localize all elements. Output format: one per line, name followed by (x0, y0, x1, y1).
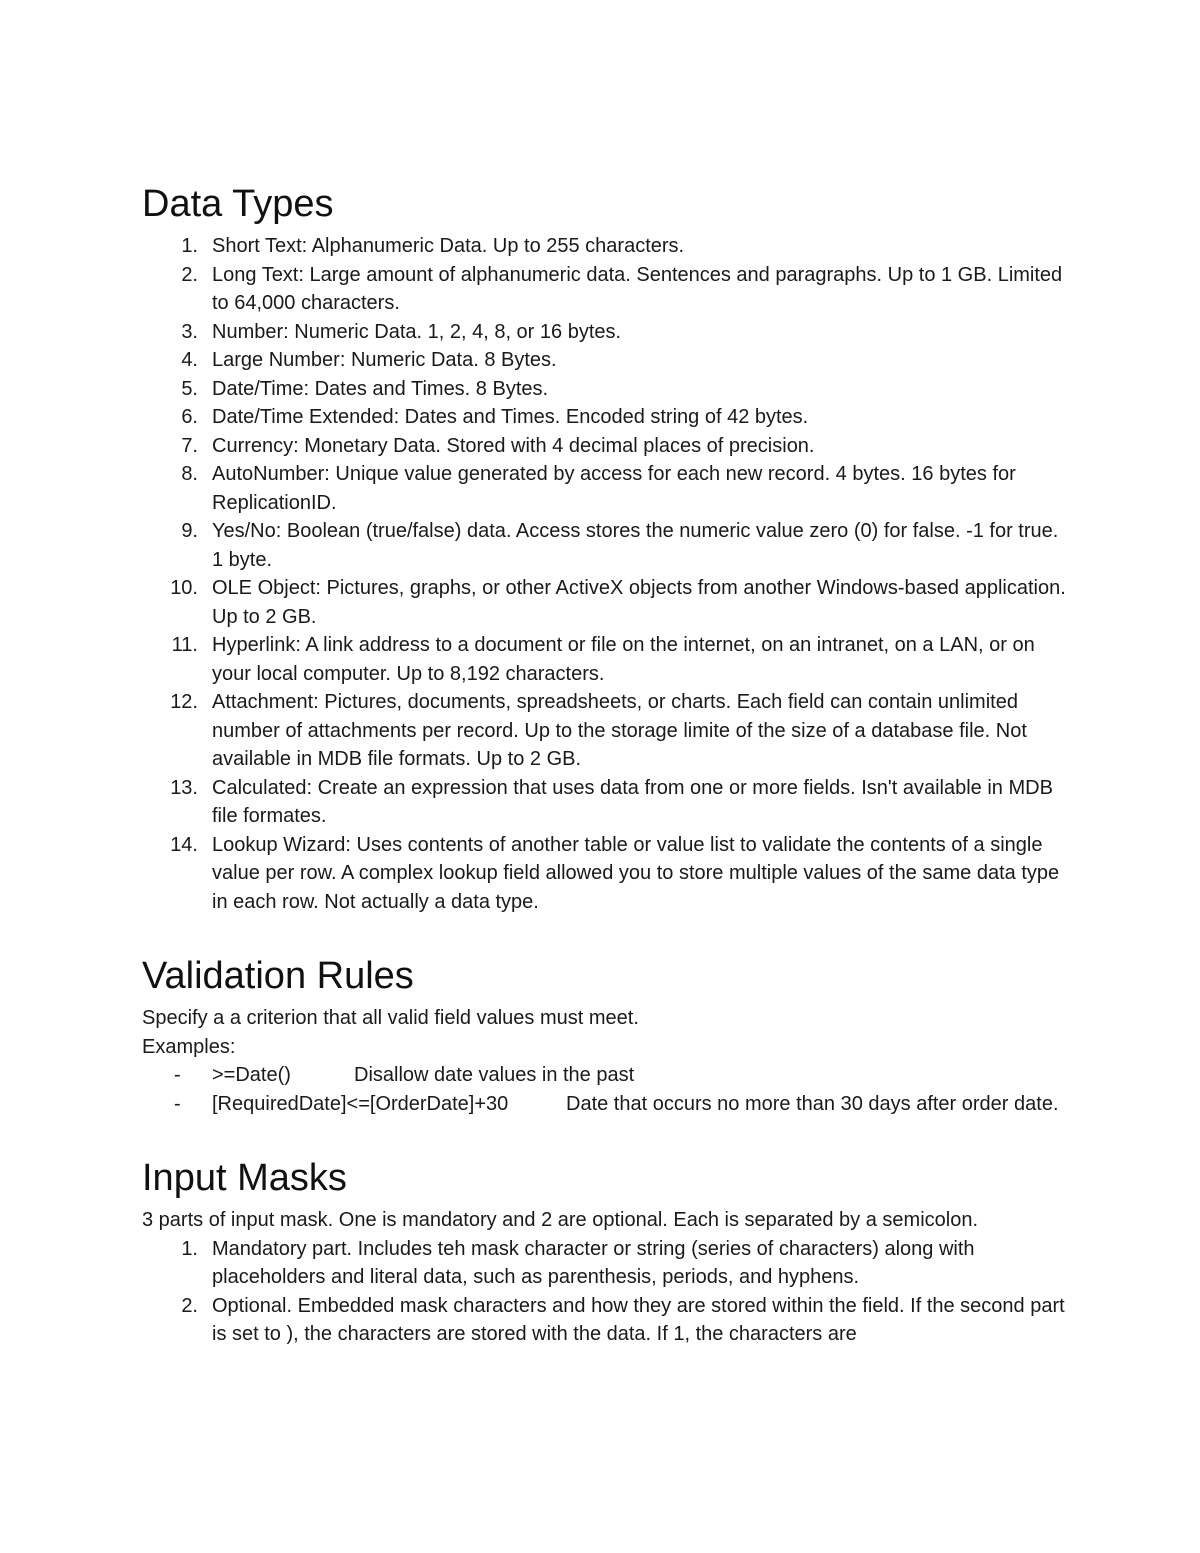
list-number: 4. (181, 349, 198, 371)
list-number: 6. (181, 406, 198, 428)
list-item-text: Mandatory part. Includes teh mask character or string (series of characters) along with placeholders and literal data, such as parenthesis, periods, and hyphens. (212, 1237, 975, 1288)
list-item-text: Date/Time Extended: Dates and Times. Encoded string of 42 bytes. (212, 406, 809, 428)
list-number: 5. (181, 377, 198, 400)
list-item-text: Date/Time: Dates and Times. 8 Bytes. (212, 377, 549, 400)
list-item (142, 1235, 1072, 1292)
examples-label: Examples: (142, 1035, 236, 1058)
list-item-text: Calculated: Create an expression that uses data from one or more fields. Isn't available in MDB file formates. (212, 776, 1053, 827)
data-types-section (142, 180, 1072, 916)
list-number: 1. (181, 1237, 198, 1260)
list-item-text: Optional. Embedded mask characters and how they are stored within the field. If the second part is set to ), the characters are stored with the data. If 1, the characters are (212, 1294, 1065, 1345)
list-item-text: Lookup Wizard: Uses contents of another table or value list to validate the contents of a single value per row. A complex lookup field allowed you to store multiple values of the same data type in each row. Not actually a data type. (212, 833, 1060, 913)
data-types-heading: Data Types (142, 183, 334, 225)
input-masks-heading: Input Masks (142, 1157, 347, 1199)
list-item-text: Long Text: Large amount of alphanumeric data. Sentences and paragraphs. Up to 1 GB. Limited to 64,000 characters. (212, 263, 1063, 314)
list-number: 8. (181, 463, 198, 485)
list-item (142, 1061, 1072, 1090)
list-item (142, 517, 1072, 574)
list-item-text: Hyperlink: A link address to a document or file on the internet, on an intranet, on a LAN, or on your local computer. Up to 8,192 characters. (212, 634, 1035, 685)
list-item-text: Attachment: Pictures, documents, spreadsheets, or charts. Each field can contain unlimited number of attachments per record. Up to the storage limite of the size of a database file. Not available in MDB file formats. Up to 2 GB. (212, 691, 1027, 770)
input-masks-intro: 3 parts of input mask. One is mandatory and 2 are optional. Each is separated by a semicolon. (142, 1209, 979, 1231)
dash-bullet: - (174, 1064, 181, 1086)
validation-intro: Specify a a criterion that all valid field values must meet. (142, 1007, 639, 1029)
list-item (142, 432, 1072, 461)
validation-rules-section (142, 952, 1072, 1118)
list-item (142, 261, 1072, 318)
list-number: 10. (170, 577, 198, 599)
list-number: 2. (181, 1294, 198, 1317)
list-number: 2. (181, 263, 198, 286)
list-item (142, 232, 1072, 261)
input-masks-section (142, 1154, 1072, 1349)
list-item-text: Yes/No: Boolean (true/false) data. Access stores the numeric value zero (0) for false. -1 for true. 1 byte. (212, 520, 1059, 571)
list-number: 12. (170, 691, 198, 713)
list-item (142, 403, 1072, 432)
dash-bullet: - (174, 1092, 181, 1115)
rule-description: Disallow date values in the past (354, 1064, 635, 1086)
list-item-text: AutoNumber: Unique value generated by access for each new record. 4 bytes. 16 bytes for ReplicationID. (212, 463, 1016, 514)
list-item (142, 574, 1072, 631)
list-number: 11. (171, 634, 198, 656)
document-page (142, 180, 1072, 1349)
validation-rules-heading: Validation Rules (142, 955, 414, 997)
list-item (142, 1090, 1072, 1119)
list-number: 3. (181, 320, 198, 343)
rule-description: Date that occurs no more than 30 days after order date. (566, 1092, 1059, 1115)
list-item-text: Currency: Monetary Data. Stored with 4 decimal places of precision. (212, 434, 815, 457)
list-item (142, 631, 1072, 688)
list-item-text: Short Text: Alphanumeric Data. Up to 255 characters. (212, 235, 685, 257)
list-number: 7. (181, 434, 198, 457)
rule-expression: >=Date() (212, 1064, 291, 1086)
list-item-text: OLE Object: Pictures, graphs, or other ActiveX objects from another Windows-based application. Up to 2 GB. (212, 577, 1066, 628)
list-item (142, 774, 1072, 831)
list-item (142, 318, 1072, 347)
rule-expression: [RequiredDate]<=[OrderDate]+30 (212, 1092, 509, 1115)
examples-list (142, 1061, 1072, 1118)
list-item (142, 1292, 1072, 1349)
list-item (142, 346, 1072, 375)
list-number: 9. (181, 520, 198, 542)
list-item-text: Number: Numeric Data. 1, 2, 4, 8, or 16 bytes. (212, 320, 622, 343)
list-item (142, 831, 1072, 917)
list-item (142, 688, 1072, 774)
list-number: 1. (181, 235, 198, 257)
list-number: 13. (170, 776, 198, 799)
list-number: 14. (170, 833, 198, 856)
data-types-list (142, 232, 1072, 916)
list-item (142, 460, 1072, 517)
input-masks-list (142, 1235, 1072, 1349)
list-item (142, 375, 1072, 404)
list-item-text: Large Number: Numeric Data. 8 Bytes. (212, 349, 557, 371)
